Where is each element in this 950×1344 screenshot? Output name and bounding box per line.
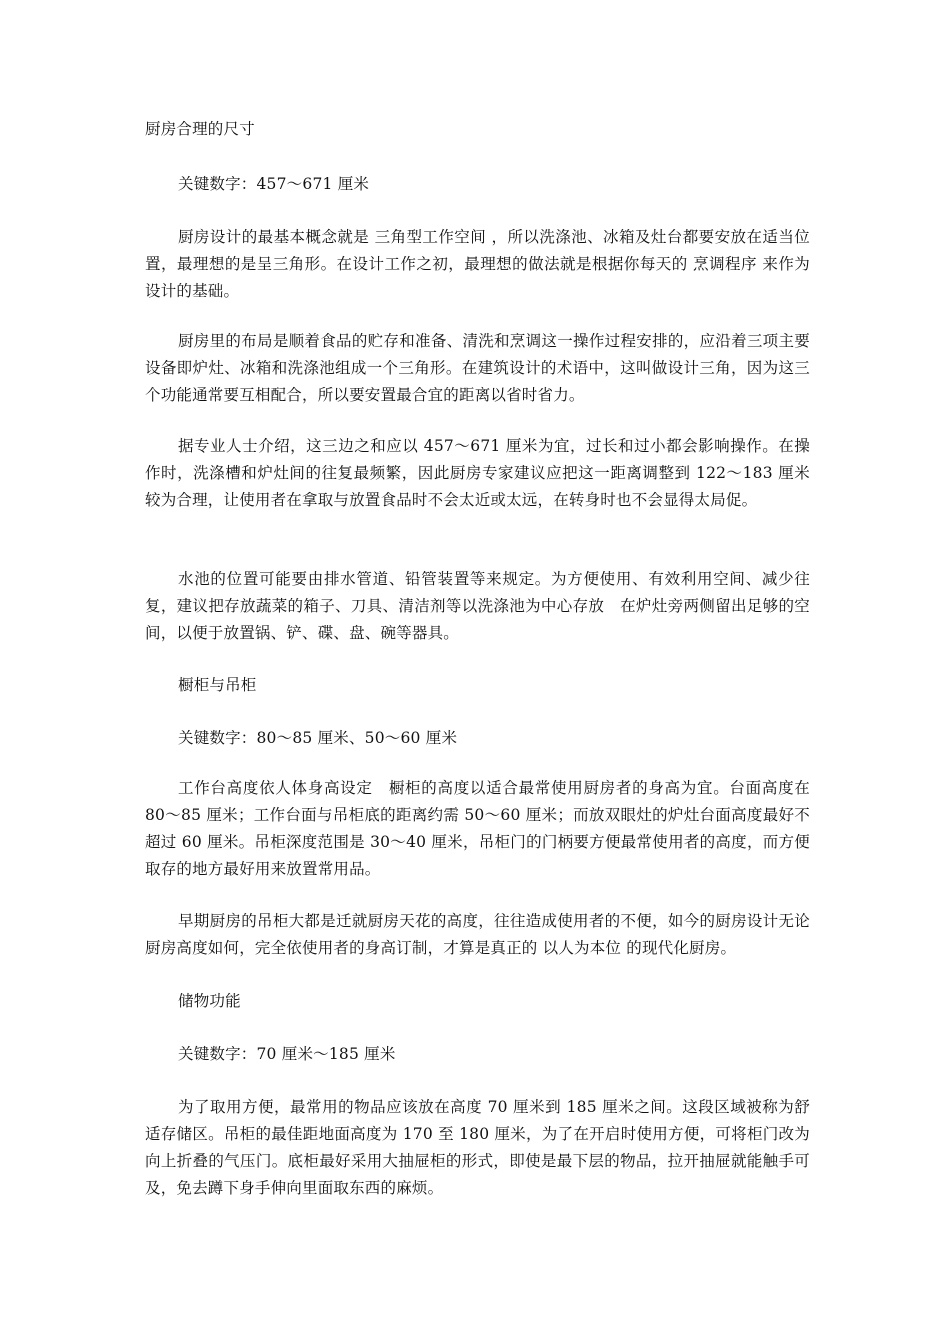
paragraph-sink-position: 水池的位置可能要由排水管道、铅管装置等来规定。为方便使用、有效利用空间、减少往复，建议把存放蔬菜的箱子、刀具、清洁剂等以洗涤池为中心存放 在炉灶旁两侧留出足够的空间，以便于放置锅、铲、碟、盘、碗等器具。 [145, 570, 810, 642]
paragraph-worktop-height: 工作台高度依人体身高设定 橱柜的高度以适合最常使用厨房者的身高为宜。台面高度在 80～85 厘米；工作台面与吊柜底的距离约需 50～60 厘米；而放双眼灶的炉灶台面高度最好不超过 60 厘米。吊柜深度范围是 30～40 厘米，吊柜门的门柄要方便最常使用者的高度，而方便取存的地方最好用来放置常用品。 [145, 779, 810, 878]
key-numbers-storage: 关键数字：70 厘米～185 厘米 [178, 1045, 396, 1063]
paragraph-storage-zone: 为了取用方便，最常用的物品应该放在高度 70 厘米到 185 厘米之间。这段区域被称为舒适存储区。吊柜的最佳距地面高度为 170 至 180 厘米，为了在开启时使用方便，可将柜门改为向上折叠的气压门。底柜最好采用大抽屉柜的形式，即使是最下层的物品，拉开抽屉就能触手可及，免去蹲下身手伸向里面取东西的麻烦。 [145, 1098, 810, 1197]
key-numbers-cabinets: 关键数字：80～85 厘米、50～60 厘米 [178, 729, 458, 747]
paragraph-wall-cabinet-history: 早期厨房的吊柜大都是迁就厨房天花的高度，往往造成使用者的不便，如今的厨房设计无论厨房高度如何，完全依使用者的身高订制，才算是真正的 以人为本位 的现代化厨房。 [145, 912, 810, 957]
paragraph-kitchen-layout: 厨房里的布局是顺着食品的贮存和准备、清洗和烹调这一操作过程安排的，应沿着三项主要设备即炉灶、冰箱和洗涤池组成一个三角形。在建筑设计的术语中，这叫做设计三角，因为这三个功能通常要互相配合，所以要安置最合宜的距离以省时省力。 [145, 332, 810, 404]
paragraph-triangle-concept: 厨房设计的最基本概念就是 三角型工作空间 ，所以洗涤池、冰箱及灶台都要安放在适当位置，最理想的是呈三角形。在设计工作之初，最理想的做法就是根据你每天的 烹调程序 来作为设计的基础。 [145, 228, 810, 300]
section-heading-cabinets: 橱柜与吊柜 [178, 676, 257, 694]
document-title: 厨房合理的尺寸 [145, 120, 255, 138]
paragraph-triangle-distance: 据专业人士介绍，这三边之和应以 457～671 厘米为宜，过长和过小都会影响操作。在操作时，洗涤槽和炉灶间的往复最频繁，因此厨房专家建议应把这一距离调整到 122～183 厘米较为合理，让使用者在拿取与放置食品时不会太近或太远，在转身时也不会显得太局促。 [145, 437, 810, 509]
key-numbers-triangle: 关键数字：457～671 厘米 [178, 175, 370, 193]
section-heading-storage: 储物功能 [178, 992, 241, 1010]
